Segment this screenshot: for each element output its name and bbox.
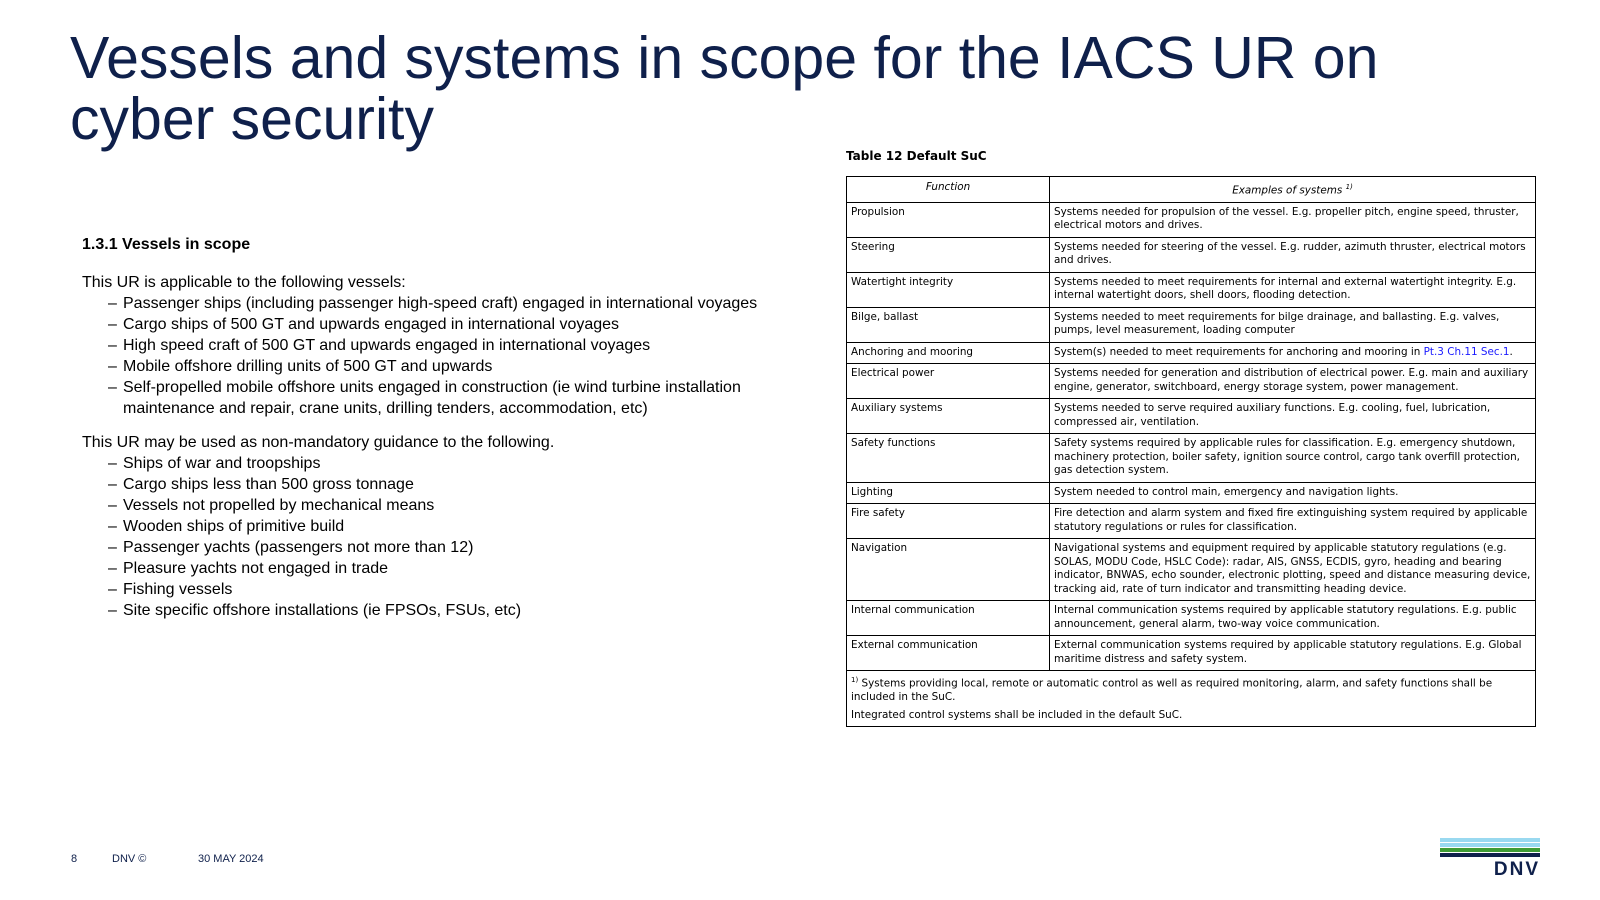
examples-cell: Safety systems required by applicable rules for classification. E.g. emergency shutdown, machinery protection, boiler safety, ignition source control, cargo tank overfill protection, gas detection system.	[1050, 434, 1536, 483]
table-row	[847, 272, 1536, 307]
examples-cell: Systems needed for steering of the vessel. E.g. rudder, azimuth thruster, electrical motors and drives.	[1050, 237, 1536, 272]
list-item: – Vessels not propelled by mechanical means	[108, 495, 782, 516]
table-row	[847, 539, 1536, 601]
table-row	[847, 307, 1536, 342]
table-row	[847, 237, 1536, 272]
list-item: – Ships of war and troopships	[108, 453, 782, 474]
list-item: – Fishing vessels	[108, 579, 782, 600]
vessels-in-scope-section	[82, 236, 782, 635]
table-row	[847, 364, 1536, 399]
list-item: – Passenger ships (including passenger high-speed craft) engaged in international voyages	[108, 293, 782, 314]
examples-cell: System(s) needed to meet requirements for anchoring and mooring in Pt.3 Ch.11 Sec.1.	[1050, 342, 1536, 364]
logo-bar-navy	[1440, 853, 1540, 857]
copyright-text: DNV ©	[112, 853, 147, 865]
examples-column-header: Examples of systems $^{1)}$	[1050, 177, 1536, 203]
table-row	[847, 601, 1536, 636]
function-cell: Steering	[847, 237, 1050, 272]
function-cell: Auxiliary systems	[847, 399, 1050, 434]
function-column-header: Function	[847, 177, 1050, 203]
table-caption: Table 12 Default SuC	[846, 149, 987, 163]
examples-cell: Systems needed to meet requirements for internal and external watertight integrity. E.g. internal watertight doors, shell doors, flooding detection.	[1050, 272, 1536, 307]
examples-cell: Systems needed for generation and distribution of electrical power. E.g. main and auxiliary engine, generator, switchboard, energy storage system, power management.	[1050, 364, 1536, 399]
dnv-logo	[1440, 838, 1540, 882]
function-cell: Lighting	[847, 482, 1050, 504]
table-row	[847, 434, 1536, 483]
section-heading: 1.3.1 Vessels in scope	[82, 236, 251, 253]
table-row	[847, 399, 1536, 434]
table-row	[847, 504, 1536, 539]
rule-reference-link[interactable]: Pt.3 Ch.11 Sec.1	[1423, 345, 1510, 358]
applicable-intro: This UR is applicable to the following vessels:	[82, 274, 406, 291]
list-item: – Cargo ships less than 500 gross tonnage	[108, 474, 782, 495]
list-item: – High speed craft of 500 GT and upwards engaged in international voyages	[108, 335, 782, 356]
logo-text: DNV	[1493, 859, 1540, 880]
examples-cell: Systems needed for propulsion of the vessel. E.g. propeller pitch, engine speed, thruster, electrical motors and drives.	[1050, 202, 1536, 237]
table-header-row	[847, 177, 1536, 203]
date-text: 30 MAY 2024	[198, 853, 264, 865]
table-footnote-row	[847, 671, 1536, 727]
guidance-intro: This UR may be used as non-mandatory guidance to the following.	[82, 434, 555, 451]
table-footnote: $^{1)}$ Systems providing local, remote or automatic control as well as required monitoring, alarm, and safety functions shall be included in the SuC. Integrated control systems shall be included in the default SuC.	[847, 671, 1536, 727]
examples-cell: Fire detection and alarm system and fixed fire extinguishing system required by applicable statutory regulations or rules for classification.	[1050, 504, 1536, 539]
function-cell: External communication	[847, 636, 1050, 671]
table-row	[847, 342, 1536, 364]
examples-cell: Systems needed to meet requirements for bilge drainage, and ballasting. E.g. valves, pumps, level measurement, loading computer	[1050, 307, 1536, 342]
examples-cell: Internal communication systems required by applicable statutory regulations. E.g. public announcement, general alarm, two-way voice communication.	[1050, 601, 1536, 636]
list-item: – Pleasure yachts not engaged in trade	[108, 558, 782, 579]
examples-cell: External communication systems required by applicable statutory regulations. E.g. Global maritime distress and safety system.	[1050, 636, 1536, 671]
examples-cell: System needed to control main, emergency and navigation lights.	[1050, 482, 1536, 504]
function-cell: Navigation	[847, 539, 1050, 601]
function-cell: Anchoring and mooring	[847, 342, 1050, 364]
list-item: – Site specific offshore installations (ie FPSOs, FSUs, etc)	[108, 600, 782, 621]
default-suc-table	[846, 176, 1536, 727]
examples-cell: Systems needed to serve required auxiliary functions. E.g. cooling, fuel, lubrication, compressed air, ventilation.	[1050, 399, 1536, 434]
function-cell: Safety functions	[847, 434, 1050, 483]
logo-bar-light	[1440, 838, 1540, 842]
list-item: – Mobile offshore drilling units of 500 GT and upwards	[108, 356, 782, 377]
logo-bar-light	[1440, 843, 1540, 847]
examples-cell: Navigational systems and equipment required by applicable statutory regulations (e.g. SOLAS, MODU Code, HSLC Code): radar, AIS, GNSS, ECDIS, gyro, heading and bearing indicator, BNWAS, echo sounder, electronic plotting, speed and distance measuring device, tracking aid, rate of turn indicator and transmitting heading device.	[1050, 539, 1536, 601]
table-row	[847, 482, 1536, 504]
list-item: – Cargo ships of 500 GT and upwards engaged in international voyages	[108, 314, 782, 335]
function-cell: Electrical power	[847, 364, 1050, 399]
list-item: – Self-propelled mobile offshore units engaged in construction (ie wind turbine installation maintenance and repair, crane units, drilling tenders, accommodation, etc)	[108, 377, 782, 419]
table-row	[847, 202, 1536, 237]
function-cell: Internal communication	[847, 601, 1050, 636]
function-cell: Bilge, ballast	[847, 307, 1050, 342]
guidance-list	[82, 453, 782, 621]
logo-bar-green	[1440, 848, 1540, 852]
function-cell: Watertight integrity	[847, 272, 1050, 307]
table-row	[847, 636, 1536, 671]
applicable-list	[82, 293, 782, 419]
function-cell: Fire safety	[847, 504, 1050, 539]
function-cell: Propulsion	[847, 202, 1050, 237]
page-number: 8	[71, 853, 78, 865]
list-item: – Wooden ships of primitive build	[108, 516, 782, 537]
slide-title: Vessels and systems in scope for the IACS UR on cyber security	[70, 25, 1379, 152]
list-item: – Passenger yachts (passengers not more than 12)	[108, 537, 782, 558]
